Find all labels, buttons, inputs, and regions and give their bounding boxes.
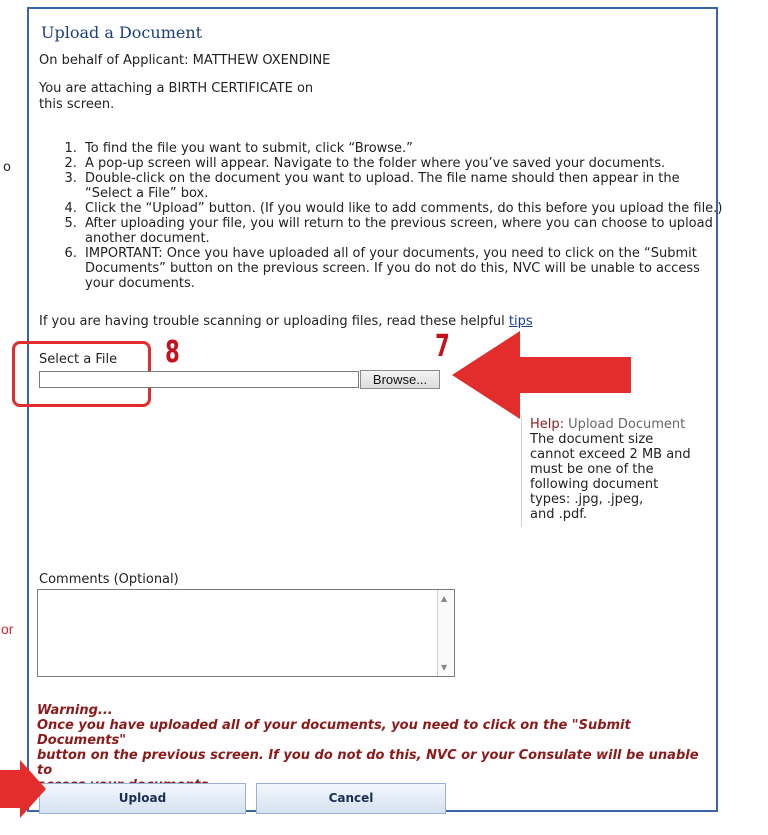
scroll-down-icon[interactable]: ▼ [441,663,448,672]
instruction-item: 4. Click the “Upload” button. (If you would like to add comments, do this before you upload the file.) [81,201,726,216]
comments-textarea[interactable] [37,589,455,677]
help-line: types: .jpg, .jpeg, [530,492,644,507]
cancel-button[interactable]: Cancel [256,783,446,814]
warning-message [37,703,712,793]
scroll-up-icon[interactable]: ▲ [441,594,448,603]
help-line: and .pdf. [530,507,587,522]
comments-scrollbar[interactable] [437,590,454,676]
help-line: cannot exceed 2 MB and [530,447,691,462]
help-heading: Help: Upload Document [530,417,686,432]
help-line: The document size [530,432,654,447]
callout-number-8: 8 [165,335,180,370]
edge-text-top: o [3,160,11,175]
help-line: must be one of the [530,462,654,477]
page-title: Upload a Document [41,23,203,42]
callout-number-7: 7 [435,329,450,364]
upload-document-panel [27,7,723,812]
applicant-line: On behalf of Applicant: MATTHEW OXENDINE [39,53,331,68]
instruction-item: 3. Double-click on the document you want to upload. The file name should then appear in the “Select a File” box. [81,171,726,201]
attaching-line-1: You are attaching a BIRTH CERTIFICATE on [39,81,314,96]
select-file-input[interactable] [39,371,359,388]
instruction-item: 5. After uploading your file, you will return to the previous screen, where you can choose to upload another document. [81,216,726,246]
arrow-pointing-right-icon [0,760,48,818]
select-file-label: Select a File [39,352,118,367]
instructions-list [51,141,726,291]
upload-button[interactable]: Upload [39,783,246,814]
instruction-item: 6. IMPORTANT: Once you have uploaded all of your documents, you need to click on the “Submit Documents” button on the previous screen. If you do not do this, NVC will be unable to access your documents. [81,246,726,291]
comments-label: Comments (Optional) [39,572,179,587]
trouble-text: If you are having trouble scanning or uploading files, read these helpful [39,314,509,329]
help-line: following document [530,477,659,492]
browse-button[interactable]: Browse... [360,370,440,389]
trouble-line [39,314,533,330]
warning-line: button on the previous screen. If you do not do this, NVC or your Consulate will be unable to [37,748,699,778]
warning-title: Warning... [37,703,113,718]
help-panel [521,417,720,527]
edge-text-bottom: or [1,621,14,637]
instruction-item: 1. To find the file you want to submit, click “Browse.” [81,141,726,156]
attaching-line-2: this screen. [39,97,115,112]
warning-line: Once you have uploaded all of your documents, you need to click on the "Submit Documents" [37,718,631,748]
instruction-item: 2. A pop-up screen will appear. Navigate to the folder where you’ve saved your documents. [81,156,726,171]
tips-link[interactable]: tips [508,314,533,329]
arrow-pointing-left-icon [452,331,631,419]
